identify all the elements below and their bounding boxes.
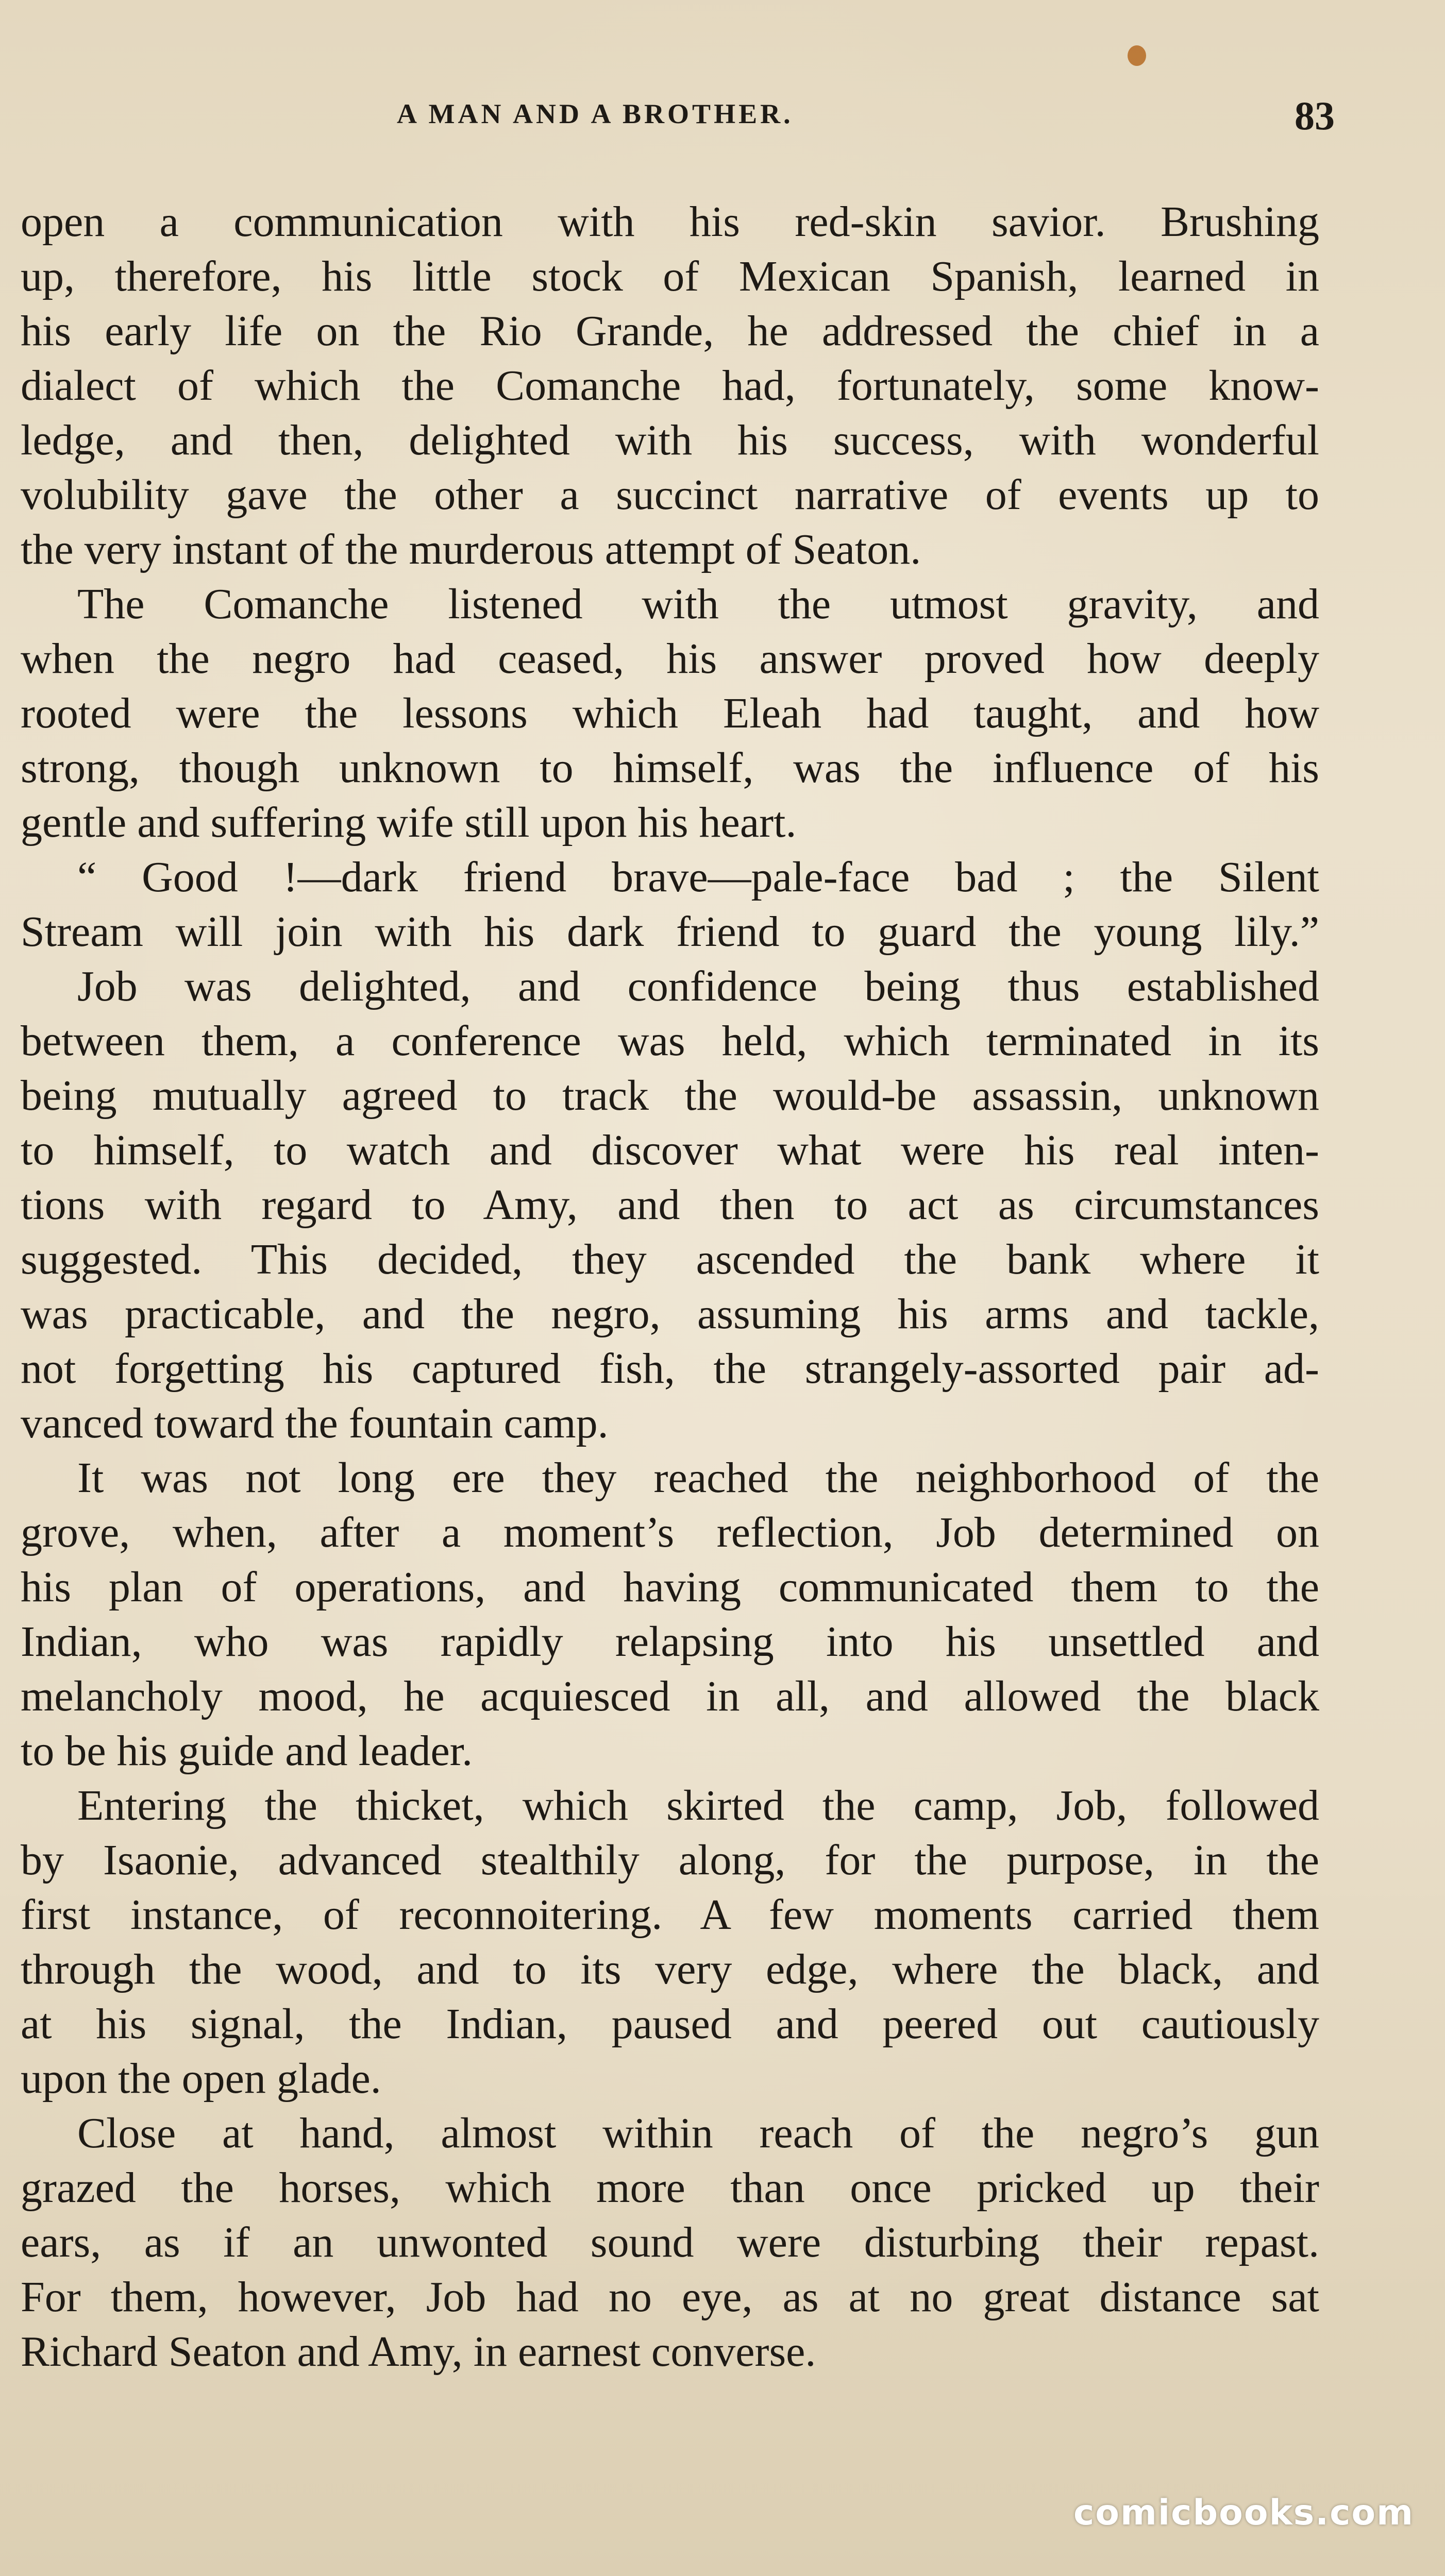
text-line: suggested. This decided, they ascended the bank where it bbox=[21, 1235, 1319, 1283]
text-line: It was not long ere they reached the neighborhood of the bbox=[77, 1454, 1319, 1502]
text-line: strong, though unknown to himself, was the influence of his bbox=[21, 744, 1319, 792]
text-line: by Isaonie, advanced stealthily along, for the purpose, in the bbox=[21, 1836, 1319, 1884]
text-line: volubility gave the other a succinct narrative of events up to bbox=[21, 471, 1319, 519]
text-line: through the wood, and to its very edge, where the black, and bbox=[21, 1945, 1319, 1993]
text-line: “ Good !—dark friend brave—pale-face bad ; the Silent bbox=[77, 853, 1319, 901]
text-line: being mutually agreed to track the would-be assassin, unknown bbox=[21, 1072, 1319, 1120]
ink-spot bbox=[1128, 45, 1146, 66]
text-line: For them, however, Job had no eye, as at no great distance sat bbox=[21, 2273, 1319, 2321]
page-number: 83 bbox=[1295, 93, 1335, 138]
text-line: up, therefore, his little stock of Mexican Spanish, learned in bbox=[21, 252, 1319, 300]
text-line: not forgetting his captured fish, the strangely-assorted pair ad- bbox=[21, 1345, 1319, 1393]
text-line: at his signal, the Indian, paused and peered out cautiously bbox=[21, 2000, 1319, 2048]
watermark: comicbooks.com bbox=[1073, 2493, 1414, 2533]
text-line: Job was delighted, and confidence being thus established bbox=[77, 962, 1319, 1010]
text-line: dialect of which the Comanche had, fortunately, some know- bbox=[21, 362, 1319, 410]
text-line: Indian, who was rapidly relapsing into his unsettled and bbox=[21, 1618, 1319, 1666]
text-line: Entering the thicket, which skirted the camp, Job, followed bbox=[77, 1782, 1319, 1829]
text-line: open a communication with his red-skin savior. Brushing bbox=[21, 198, 1319, 246]
text-line: Close at hand, almost within reach of the negro’s gun bbox=[77, 2109, 1319, 2157]
body-text bbox=[21, 195, 1319, 2379]
text-line: when the negro had ceased, his answer proved how deeply bbox=[21, 635, 1319, 683]
text-line: to be his guide and leader. bbox=[21, 1727, 473, 1775]
text-line: tions with regard to Amy, and then to act as circumstances bbox=[21, 1181, 1319, 1229]
text-line: the very instant of the murderous attempt of Seaton. bbox=[21, 526, 921, 573]
text-line: his early life on the Rio Grande, he addressed the chief in a bbox=[21, 307, 1319, 355]
text-line: rooted were the lessons which Eleah had taught, and how bbox=[21, 689, 1319, 737]
text-line: his plan of operations, and having communicated them to the bbox=[21, 1563, 1319, 1611]
page-header bbox=[77, 93, 1335, 144]
text-line: ears, as if an unwonted sound were disturbing their repast. bbox=[21, 2218, 1319, 2266]
text-line: was practicable, and the negro, assuming his arms and tackle, bbox=[21, 1290, 1319, 1338]
text-line: Richard Seaton and Amy, in earnest converse. bbox=[21, 2328, 816, 2376]
text-line: between them, a conference was held, which terminated in its bbox=[21, 1017, 1319, 1065]
text-line: first instance, of reconnoitering. A few moments carried them bbox=[21, 1891, 1319, 1939]
running-head: A MAN AND A BROTHER. bbox=[397, 98, 794, 129]
text-line: ledge, and then, delighted with his success, with wonderful bbox=[21, 416, 1319, 464]
text-line: to himself, to watch and discover what were his real inten- bbox=[21, 1126, 1319, 1174]
text-line: Stream will join with his dark friend to guard the young lily.” bbox=[21, 908, 1319, 956]
text-line: grove, when, after a moment’s reflection, Job determined on bbox=[21, 1509, 1319, 1556]
text-line: melancholy mood, he acquiesced in all, and allowed the black bbox=[21, 1672, 1319, 1720]
text-line: vanced toward the fountain camp. bbox=[21, 1399, 609, 1447]
text-line: The Comanche listened with the utmost gravity, and bbox=[77, 580, 1319, 628]
text-line: grazed the horses, which more than once pricked up their bbox=[21, 2164, 1319, 2212]
text-line: upon the open glade. bbox=[21, 2055, 381, 2103]
text-line: gentle and suffering wife still upon his heart. bbox=[21, 799, 797, 846]
